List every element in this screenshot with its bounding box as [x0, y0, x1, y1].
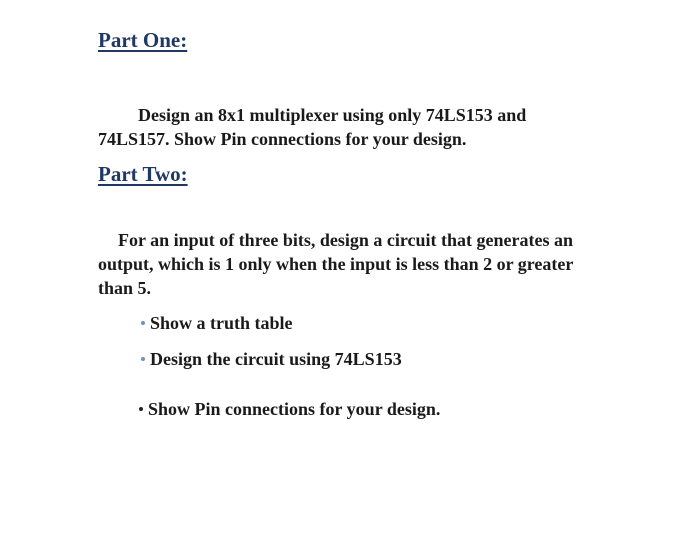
bullet-dot-icon — [139, 407, 143, 411]
part-one-heading: Part One: — [98, 28, 188, 52]
bullet-dot-icon — [141, 321, 145, 325]
bullet-text: Show Pin connections for your design. — [148, 399, 441, 419]
part-two-heading: Part Two: — [98, 162, 188, 186]
part-two-line-1: For an input of three bits, design a circuit that generates an — [118, 230, 573, 250]
part-two-line-2: output, which is 1 only when the input is less than 2 or greater — [98, 254, 574, 274]
bullet-dot-icon — [141, 357, 145, 361]
bullet-text: Show a truth table — [150, 313, 293, 333]
part-one-line-1: Design an 8x1 multiplexer using only 74LS153 and — [138, 105, 527, 125]
part-one-line-2: 74LS157. Show Pin connections for your design. — [98, 129, 467, 149]
list-item — [141, 311, 293, 335]
list-item — [141, 347, 402, 371]
bullet-text: Design the circuit using 74LS153 — [150, 349, 402, 369]
part-two-line-3: than 5. — [98, 278, 152, 298]
list-item — [139, 397, 440, 421]
